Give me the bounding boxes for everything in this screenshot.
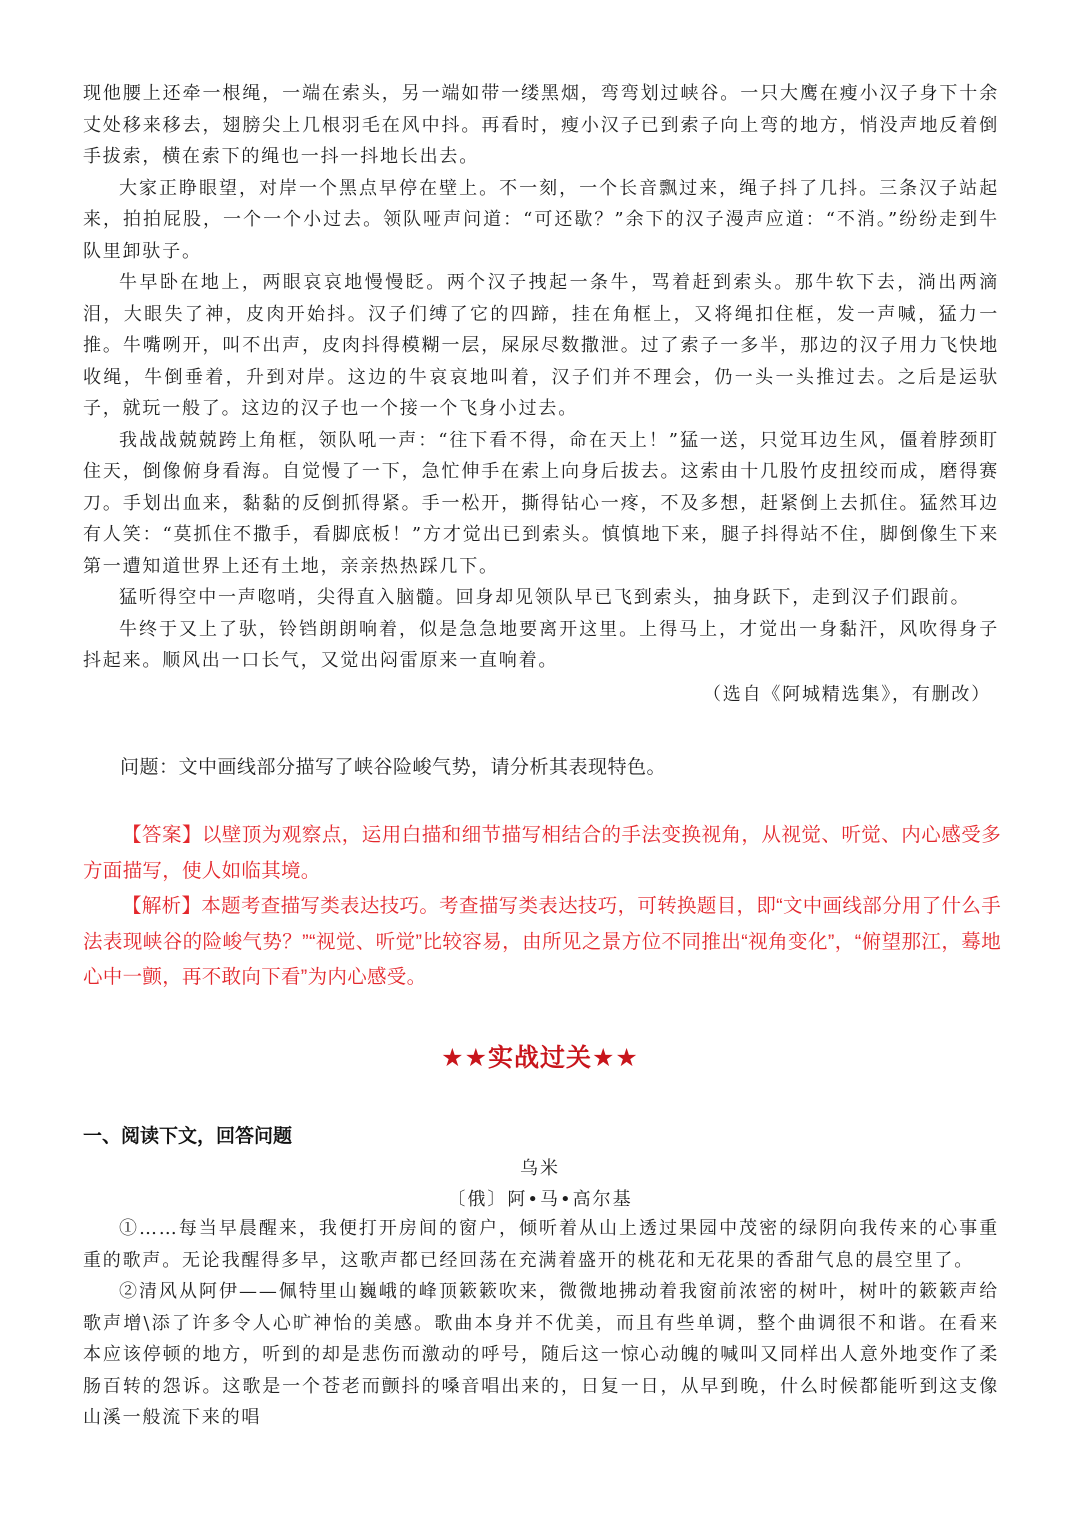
- analysis-text: 本题考查描写类表达技巧。考查描写类表达技巧，可转换题目，即“文中画线部分用了什么手法表现峡谷的险峻气势？”“视觉、听觉”比较容易，由所见之景方位不同推出“视角变化”，“俯望那江，蓦地心中一颤，再不敢向下看”为内心感受。: [83, 895, 1001, 988]
- story-author: 〔俄〕阿•马•高尔基: [447, 1189, 633, 1210]
- answer-block: [83, 818, 1001, 996]
- passage-paragraph-1: 现他腰上还牵一根绳，一端在索头，另一端如带一缕黑烟，弯弯划过峡谷。一只大鹰在瘦小汉子身下十余丈处移来移去，翅膀尖上几根羽毛在风中抖。再看时，瘦小汉子已到索子向上弯的地方，悄没声地反着倒手拔索，横在索下的绳也一抖一抖地长出去。: [83, 83, 999, 167]
- part-heading: 一、阅读下文，回答问题: [83, 1126, 293, 1147]
- answer-label: 【答案】: [122, 824, 202, 846]
- passage-paragraph-6: 牛终于又上了驮，铃铛朗朗响着，似是急急地要离开这里。上得马上，才觉出一身黏汗，风吹得身子抖起来。顺风出一口长气，又觉出闷雷原来一直响着。: [83, 618, 999, 671]
- passage-paragraph-4: 我战战兢兢跨上角框，领队吼一声：“往下看不得，命在天上！”猛一送，只觉耳边生风，僵着脖颈盯住天，倒像俯身看海。自觉慢了一下，急忙伸手在索上向身后拔去。这索由十几股竹皮扭绞而成，磨得赛刀。手划出血来，黏黏的反倒抓得紧。手一松开，撕得钻心一疼，不及多想，赶紧倒上去抓住。猛然耳边有人笑：“莫抓住不撒手，看脚底板！”方才觉出已到索头。慎慎地下来，腿子抖得站不住，脚倒像生下来第一遭知道世界上还有土地，亲亲热热踩几下。: [83, 429, 999, 577]
- question-text: 问题：文中画线部分描写了峡谷险峻气势，请分析其表现特色。: [120, 757, 667, 778]
- analysis-paragraph: [83, 889, 1001, 996]
- passage-paragraph-5: 猛听得空中一声唿哨，尖得直入脑髓。回身却见领队早已飞到索头，抽身跃下，走到汉子们跟前。: [119, 587, 971, 608]
- story-paragraph-1: ①……每当早晨醒来，我便打开房间的窗户，倾听着从山上透过果园中茂密的绿阴向我传来的心事重重的歌声。无论我醒得多早，这歌声都已经回荡在充满着盛开的桃花和无花果的香甜气息的晨空里了。: [83, 1218, 999, 1271]
- story-body: [83, 1213, 999, 1434]
- answer-text: 以壁顶为观察点，运用白描和细节描写相结合的手法变换视角，从视觉、听觉、内心感受多方面描写，使人如临其境。: [83, 824, 1001, 882]
- analysis-label: 【解析】: [122, 895, 202, 917]
- story-paragraph-2: ②清风从阿伊——佩特里山巍峨的峰顶簌簌吹来，微微地拂动着我窗前浓密的树叶，树叶的簌簌声给歌声增\添了许多令人心旷神怡的美感。歌曲本身并不优美，而且有些单调，整个曲调很不和谐。在看来本应该停顿的地方，听到的却是悲伤而激动的呼号，随后这一惊心动魄的喊叫又同样出人意外地变作了柔肠百转的怨诉。这歌是一个苍老而颤抖的嗓音唱出来的，日复一日，从早到晚，什么时候都能听到这支像山溪一般流下来的唱: [83, 1281, 999, 1428]
- section-title: ★★实战过关★★: [441, 1044, 639, 1072]
- passage-paragraph-2: 大家正睁眼望，对岸一个黑点早停在壁上。不一刻，一个长音飘过来，绳子抖了几抖。三条汉子站起来，拍拍屁股，一个一个小过去。领队哑声问道：“可还歇？”余下的汉子漫声应道：“不消。”纷纷走到牛队里卸驮子。: [83, 177, 999, 262]
- passage-source: （选自《阿城精选集》，有删改）: [703, 683, 991, 705]
- story-title: 乌米: [520, 1158, 560, 1179]
- answer-paragraph: [83, 818, 1001, 889]
- passage-excerpt: [83, 78, 999, 710]
- passage-paragraph-3: 牛早卧在地上，两眼哀哀地慢慢眨。两个汉子拽起一条牛，骂着赶到索头。那牛软下去，淌出两滴泪，大眼失了神，皮肉开始抖。汉子们缚了它的四蹄，挂在角框上，又将绳扣住框，发一声喊，猛力一推。牛嘴咧开，叫不出声，皮肉抖得模糊一层，屎尿尽数撒泄。过了索子一多半，那边的汉子用力飞快地收绳，牛倒垂着，升到对岸。这边的牛哀哀地叫着，汉子们并不理会，仍一头一头推过去。之后是运驮子，就玩一般了。这边的汉子也一个接一个飞身小过去。: [83, 272, 999, 419]
